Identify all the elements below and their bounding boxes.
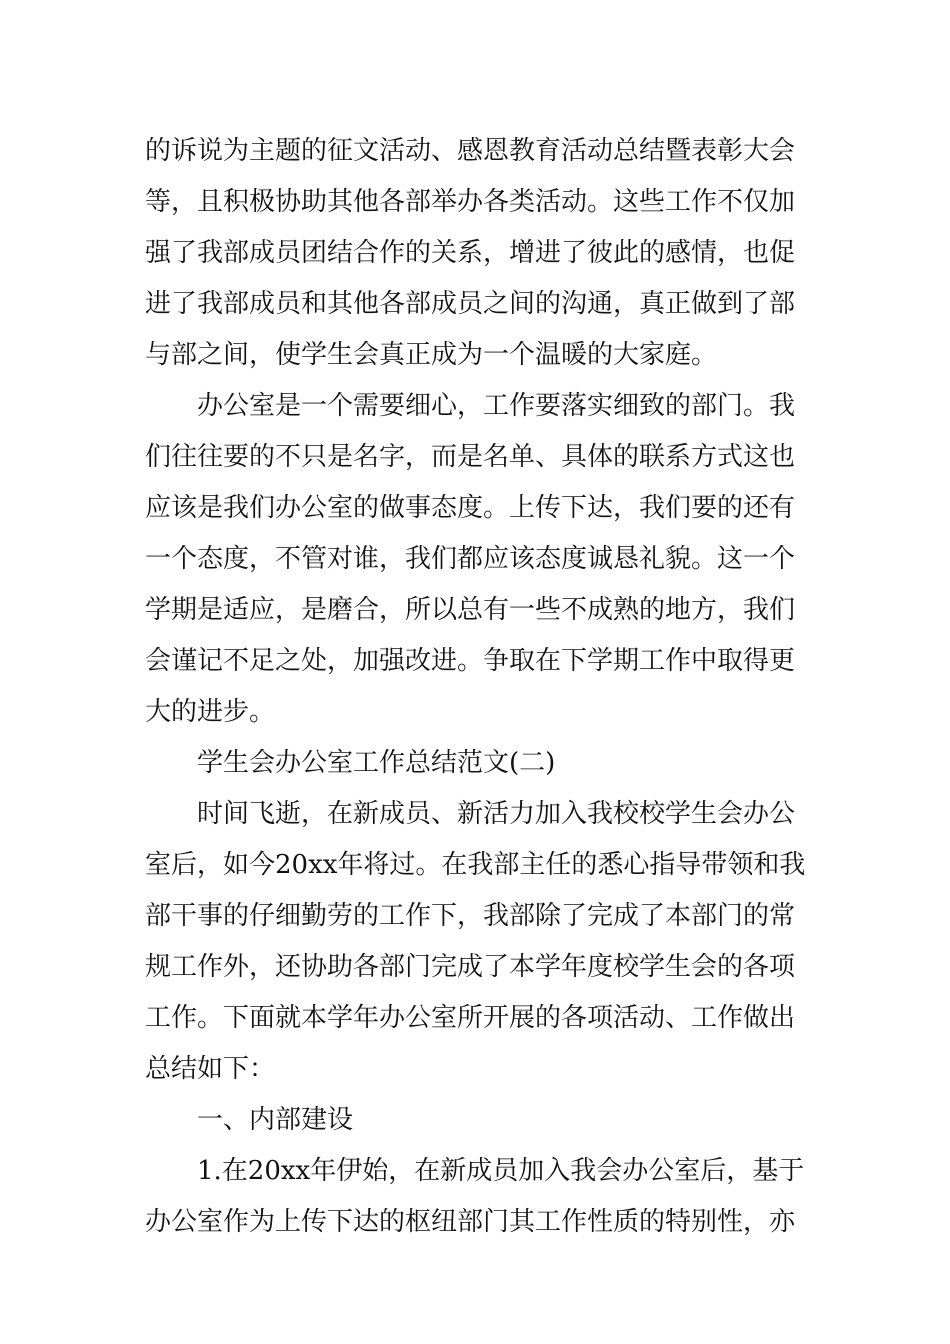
- text-line: 学期是适应，是磨合，所以总有一些不成熟的地方，我们: [145, 595, 796, 625]
- text-line: 大的进步。: [145, 697, 276, 727]
- section-title: 学生会办公室工作总结范文(二): [197, 748, 556, 778]
- text-line: 部干事的仔细勤劳的工作下，我部除了完成了本部门的常: [145, 901, 796, 931]
- text-line: 等，且积极协助其他各部举办各类活动。这些工作不仅加: [145, 187, 796, 217]
- paragraph-start-line: 办公室是一个需要细心，工作要落实细致的部门。我: [197, 391, 796, 421]
- document-body: [145, 126, 810, 1248]
- text-line: 办公室作为上传下达的枢纽部门其工作性质的特别性，亦: [145, 1207, 796, 1237]
- text-line: 会谨记不足之处，加强改进。争取在下学期工作中取得更: [145, 646, 796, 676]
- text-line: 规工作外，还协助各部门完成了本学年度校学生会的各项: [145, 952, 796, 982]
- subsection-heading: 一、内部建设: [197, 1105, 354, 1135]
- text-line: 总结如下：: [145, 1054, 276, 1084]
- text-line: 们往往要的不只是名字，而是名单、具体的联系方式这也: [145, 442, 796, 472]
- text-line: 进了我部成员和其他各部成员之间的沟通，真正做到了部: [145, 289, 796, 319]
- text-line: 工作。下面就本学年办公室所开展的各项活动、工作做出: [145, 1003, 796, 1033]
- text-line: 一个态度，不管对谁，我们都应该态度诚恳礼貌。这一个: [145, 544, 796, 574]
- text-line: 的诉说为主题的征文活动、感恩教育活动总结暨表彰大会: [145, 136, 796, 166]
- paragraph-start-line: 1.在20xx年伊始，在新成员加入我会办公室后，基于: [197, 1156, 805, 1186]
- text-line: 应该是我们办公室的做事态度。上传下达，我们要的还有: [145, 493, 796, 523]
- text-line: 室后，如今20xx年将过。在我部主任的悉心指导带领和我: [145, 850, 806, 880]
- paragraph-start-line: 时间飞逝，在新成员、新活力加入我校校学生会办公: [197, 799, 796, 829]
- text-line: 强了我部成员团结合作的关系，增进了彼此的感情，也促: [145, 238, 796, 268]
- text-line: 与部之间，使学生会真正成为一个温暖的大家庭。: [145, 340, 718, 370]
